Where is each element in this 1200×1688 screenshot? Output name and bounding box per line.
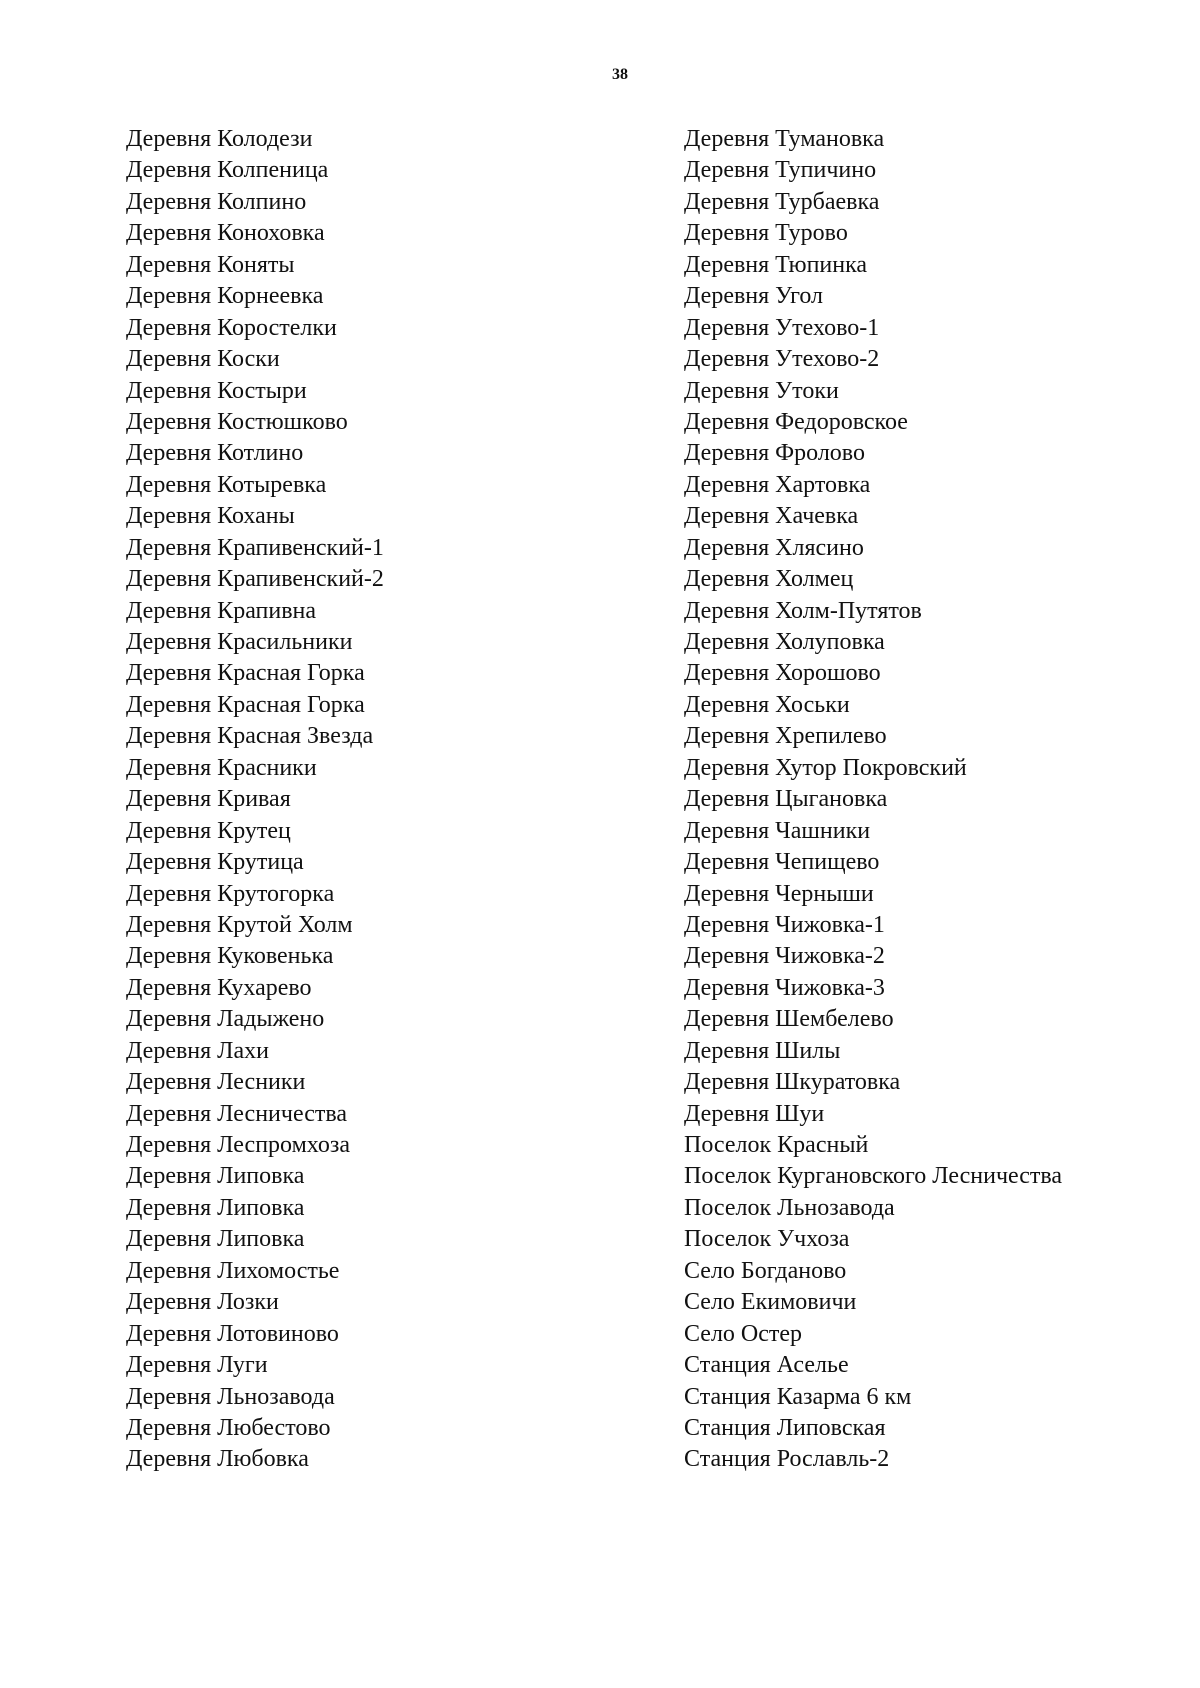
list-item: Деревня Крутица <box>126 849 304 876</box>
list-item: Деревня Шембелево <box>684 1006 894 1033</box>
list-item: Поселок Красный <box>684 1132 869 1158</box>
list-item: Деревня Чижовка-1 <box>684 911 885 938</box>
list-item: Деревня Чижовка-3 <box>684 974 885 1001</box>
list-item: Деревня Хачевка <box>684 503 859 530</box>
list-item: Деревня Лесники <box>126 1069 306 1096</box>
list-item: Деревня Тумановка <box>684 126 885 152</box>
list-item: Станция Липовская <box>684 1414 886 1441</box>
list-item: Деревня Ладыжено <box>126 1006 325 1033</box>
list-item: Село Остер <box>684 1320 803 1347</box>
list-item: Деревня Куковенька <box>126 943 334 970</box>
list-item: Поселок Учхоза <box>684 1226 850 1253</box>
list-item: Деревня Фролово <box>684 440 865 467</box>
list-item: Деревня Любовка <box>126 1446 309 1473</box>
list-item: Деревня Колодези <box>126 126 313 152</box>
list-item: Деревня Коханы <box>126 503 295 530</box>
list-item: Деревня Котыревка <box>126 471 327 498</box>
list-item: Деревня Чижовка-2 <box>684 943 885 970</box>
list-item: Деревня Утоки <box>684 377 839 404</box>
list-item: Деревня Костюшково <box>126 408 348 435</box>
list-item: Село Богданово <box>684 1257 847 1284</box>
list-item: Село Екимовичи <box>684 1289 857 1316</box>
list-item: Деревня Крапивенский-1 <box>126 534 384 561</box>
list-item: Деревня Льнозавода <box>126 1383 335 1410</box>
list-item: Поселок Льнозавода <box>684 1194 895 1221</box>
list-item: Деревня Холм-Путятов <box>684 597 922 624</box>
list-item: Деревня Хутор Покровский <box>684 754 967 781</box>
list-item: Деревня Холуповка <box>684 629 885 655</box>
page-number: 38 <box>612 66 628 83</box>
list-item: Деревня Холмец <box>684 566 854 593</box>
list-item: Деревня Хартовка <box>684 471 871 498</box>
list-item: Деревня Луги <box>126 1352 268 1379</box>
list-item: Деревня Костыри <box>126 377 307 404</box>
list-item: Деревня Коноховка <box>126 220 325 247</box>
list-item: Деревня Крутогорка <box>126 880 335 907</box>
list-item: Станция Рославль-2 <box>684 1446 890 1473</box>
list-item: Деревня Лахи <box>126 1037 269 1064</box>
list-item: Деревня Лотовиново <box>126 1320 339 1347</box>
list-item: Деревня Утехово-1 <box>684 314 880 341</box>
list-item: Деревня Липовка <box>126 1163 305 1190</box>
list-item: Деревня Коски <box>126 346 280 373</box>
list-item: Деревня Шкуратовка <box>684 1069 901 1096</box>
list-item: Деревня Любестово <box>126 1414 331 1441</box>
list-item: Деревня Коростелки <box>126 314 337 341</box>
list-item: Деревня Хоськи <box>684 691 850 718</box>
list-item: Деревня Лихомостье <box>126 1257 340 1284</box>
list-item: Деревня Колпино <box>126 188 307 215</box>
list-item: Деревня Красники <box>126 754 317 781</box>
list-item: Деревня Колпеница <box>126 157 329 184</box>
list-item: Деревня Лозки <box>126 1289 279 1316</box>
list-item: Деревня Коняты <box>126 251 295 278</box>
list-item: Деревня Чепищево <box>684 849 880 876</box>
list-item: Деревня Красная Звезда <box>126 723 374 750</box>
list-item: Деревня Красильники <box>126 629 353 655</box>
list-item: Деревня Шилы <box>684 1037 841 1064</box>
list-item: Станция Казарма 6 км <box>684 1383 912 1410</box>
list-item: Деревня Липовка <box>126 1194 305 1221</box>
list-item: Деревня Цыгановка <box>684 786 888 813</box>
list-item: Деревня Турово <box>684 220 848 247</box>
list-item: Деревня Турбаевка <box>684 188 880 215</box>
list-item: Деревня Крутой Холм <box>126 911 353 938</box>
list-item: Деревня Тюпинка <box>684 251 868 278</box>
list-item: Деревня Кривая <box>126 786 291 813</box>
list-item: Деревня Леспромхоза <box>126 1132 350 1158</box>
left-column-list <box>126 124 384 1476</box>
list-item: Деревня Угол <box>684 283 823 310</box>
list-item: Деревня Крапивенский-2 <box>126 566 384 593</box>
list-item: Деревня Лесничества <box>126 1100 348 1127</box>
right-column-list <box>684 124 1062 1476</box>
list-item: Деревня Хрепилево <box>684 723 887 750</box>
list-item: Деревня Хорошово <box>684 660 881 687</box>
list-item: Деревня Котлино <box>126 440 304 467</box>
list-item: Деревня Чашники <box>684 817 871 844</box>
list-item: Деревня Хлясино <box>684 534 864 561</box>
list-item: Деревня Липовка <box>126 1226 305 1253</box>
list-item: Деревня Крутец <box>126 817 291 844</box>
list-item: Деревня Красная Горка <box>126 691 365 718</box>
list-item: Деревня Кухарево <box>126 974 312 1001</box>
list-item: Поселок Кургановского Лесничества <box>684 1163 1063 1190</box>
list-item: Деревня Крапивна <box>126 597 317 624</box>
list-item: Деревня Корнеевка <box>126 283 324 310</box>
list-item: Деревня Шуи <box>684 1100 825 1127</box>
list-item: Деревня Утехово-2 <box>684 346 880 373</box>
list-item: Деревня Красная Горка <box>126 660 365 687</box>
list-item: Деревня Федоровское <box>684 408 908 435</box>
list-item: Деревня Черныши <box>684 880 874 907</box>
list-item: Деревня Тупичино <box>684 157 877 184</box>
list-item: Станция Аселье <box>684 1352 849 1379</box>
